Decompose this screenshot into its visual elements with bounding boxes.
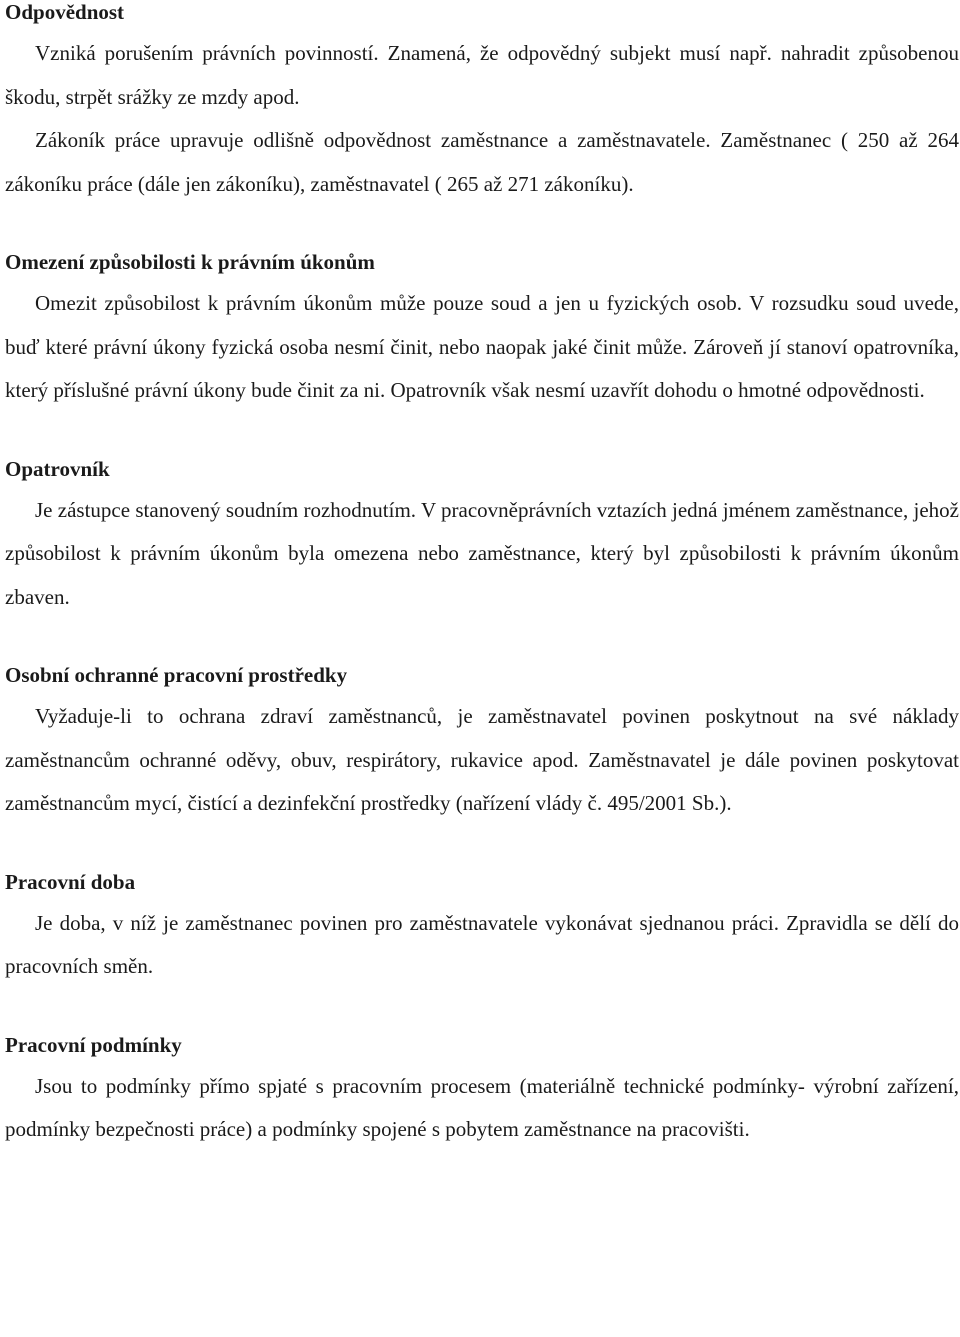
section-heading: Odpovědnost — [5, 0, 125, 24]
section-odpovednost — [5, 0, 959, 206]
section-opatrovnik — [5, 457, 959, 620]
section-heading: Omezení způsobilosti k právním úkonům — [5, 250, 375, 274]
section-paragraph: Omezit způsobilost k právním úkonům může pouze soud a jen u fyzických osob. V rozsudku soud uvede, buď které právní úkony fyzická osoba nesmí činit, nebo naopak jaké činit může. Zároveň jí stanoví opatrovníka, který příslušné právní úkony bude činit za ni. Opatrovník však nesmí uzavřít dohodu o hmotné odpovědnosti. — [5, 291, 959, 402]
section-paragraph: Vyžaduje-li to ochrana zdraví zaměstnanců, je zaměstnavatel povinen poskytnout na své náklady zaměstnancům ochranné oděvy, obuv, respirátory, rukavice apod. Zaměstnavatel je dále povinen poskytovat zaměstnancům mycí, čistící a dezinfekční prostředky (nařízení vlády č. 495/2001 Sb.). — [5, 704, 959, 815]
section-heading: Opatrovník — [5, 456, 110, 481]
section-omezeni-zpusobilosti — [5, 250, 959, 413]
section-paragraph: Vzniká porušením právních povinností. Znamená, že odpovědný subjekt musí např. nahradit způsobenou škodu, strpět srážky ze mzdy apod. — [5, 41, 959, 109]
section-pracovni-podminky — [5, 1033, 959, 1152]
section-oopp — [5, 663, 959, 826]
section-paragraph: Jsou to podmínky přímo spjaté s pracovním procesem (materiálně technické podmínky- výrobní zařízení, podmínky bezpečnosti práce) a podmínky spojené s pobytem zaměstnance na pracovišti. — [5, 1073, 959, 1141]
document-page — [5, 0, 959, 1152]
section-heading: Pracovní podmínky — [5, 1032, 182, 1057]
section-heading: Osobní ochranné pracovní prostředky — [5, 663, 348, 687]
section-pracovni-doba — [5, 870, 959, 989]
section-paragraph: Zákoník práce upravuje odlišně odpovědnost zaměstnance a zaměstnavatele. Zaměstnanec ( 250 až 264 zákoníku práce (dále jen zákoníku), zaměstnavatel ( 265 až 271 zákoníku). — [5, 128, 959, 196]
section-paragraph: Je zástupce stanovený soudním rozhodnutím. V pracovněprávních vztazích jedná jménem zaměstnance, jehož způsobilost k právním úkonům byla omezena nebo zaměstnance, který byl způsobilosti k právním úkonům zbaven. — [5, 497, 959, 609]
section-heading: Pracovní doba — [5, 869, 136, 894]
section-paragraph: Je doba, v níž je zaměstnanec povinen pro zaměstnavatele vykonávat sjednanou práci. Zpravidla se dělí do pracovních směn. — [5, 910, 959, 978]
